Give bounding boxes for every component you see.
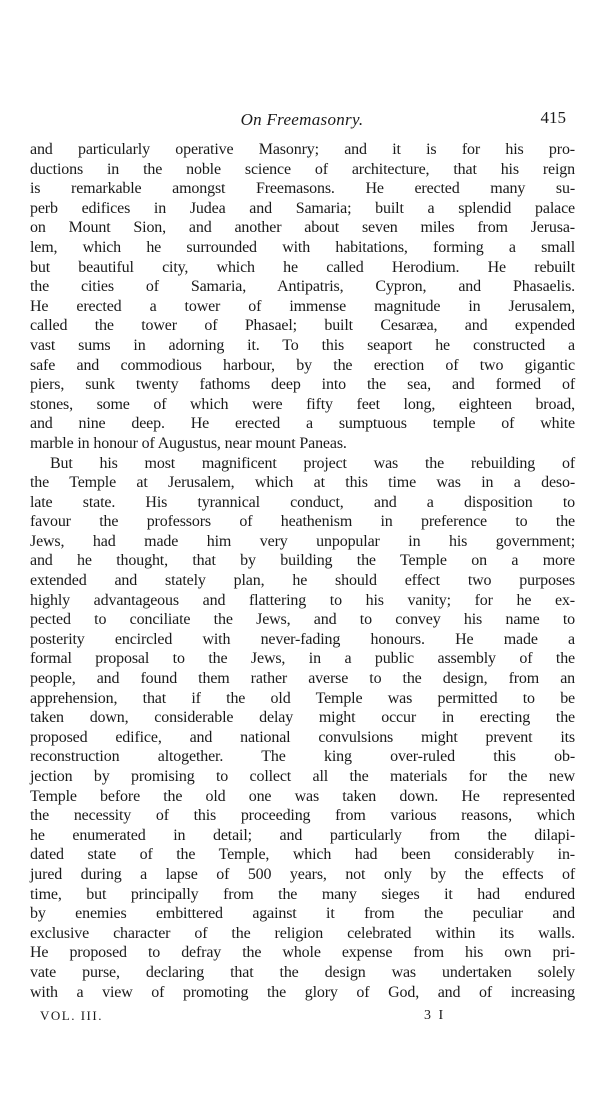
volume-mark: VOL. III. [40,1008,103,1023]
running-title: On Freemasonry. [240,110,364,129]
text-line: perb edifices in Judea and Samaria; built a splendid palace [30,199,575,217]
text-line: but beautiful city, which he called Herodium. He rebuilt [30,258,575,276]
text-line: taken down, considerable delay might occur in erecting the [30,709,575,727]
text-line: But his most magnificent project was the rebuilding of [50,454,575,472]
text-line: jection by promising to collect all the materials for the new [30,768,575,785]
text-line: is remarkable amongst Freemasons. He erected many su- [30,180,575,198]
text-line: reconstruction altogether. The king over-ruled this ob- [30,748,575,766]
page-number: 415 [540,108,566,127]
text-line: He erected a tower of immense magnitude in Jerusalem, [30,297,575,315]
text-line: dated state of the Temple, which had been considerably in- [30,846,575,864]
text-line: with a view of promoting the glory of God, and of increasing [30,983,575,1001]
text-line: pected to conciliate the Jews, and to convey his name to [30,611,575,629]
page-header [30,104,574,134]
text-line: the cities of Samaria, Antipatris, Cypron, and Phasaelis. [30,278,575,296]
text-line: proposed edifice, and national convulsions might prevent its [30,728,575,746]
text-line: favour the professors of heathenism in preference to the [30,513,575,531]
text-line: stones, some of which were fifty feet long, eighteen broad, [30,395,575,413]
text-line: Temple before the old one was taken down. He represented [30,787,575,805]
text-line: highly advantageous and flattering to his vanity; for he ex- [30,591,575,609]
page-footer [30,1008,575,1030]
text-line: apprehension, that if the old Temple was permitted to be [30,689,575,707]
text-line: safe and commodious harbour, by the erection of two gigantic [30,356,575,374]
text-line: lem, which he surrounded with habitations, forming a small [30,238,575,256]
text-line: formal proposal to the Jews, in a public assembly of the [30,650,575,668]
text-line: extended and stately plan, he should effect two purposes [30,572,575,590]
text-line: people, and found them rather averse to the design, from an [30,670,575,688]
text-line: He proposed to defray the whole expense from his own pri- [30,944,575,962]
signature-mark: 3 I [424,1008,446,1023]
text-line: exclusive character of the religion celebrated within its walls. [30,924,575,942]
text-line: Jews, had made him very unpopular in his government; [30,532,575,550]
text-line: and nine deep. He erected a sumptuous temple of white [30,415,575,433]
text-line: posterity encircled with never-fading honours. He made a [30,630,575,648]
text-line: he enumerated in detail; and particularly from the dilapi- [30,826,575,844]
text-line: and he thought, that by building the Temple on a more [30,552,575,570]
text-line: and particularly operative Masonry; and it is for his pro- [30,141,575,158]
text-line: piers, sunk twenty fathoms deep into the sea, and formed of [30,376,575,394]
text-line: the necessity of this proceeding from various reasons, which [30,807,575,825]
text-line: jured during a lapse of 500 years, not only by the effects of [30,865,575,883]
text-line: on Mount Sion, and another about seven miles from Jerusa- [30,219,575,237]
text-line: by enemies embittered against it from the peculiar and [30,905,575,923]
text-line: ductions in the noble science of architecture, that his reign [30,160,575,178]
text-line: marble in honour of Augustus, near mount Paneas. [30,434,347,452]
body-text [30,140,575,1002]
text-line: called the tower of Phasael; built Cesaræa, and expended [30,317,575,335]
text-line: vate purse, declaring that the design was undertaken solely [30,963,575,981]
text-line: late state. His tyrannical conduct, and a disposition to [30,493,575,511]
text-line: vast sums in adorning it. To this seaport he constructed a [30,336,575,354]
text-line: the Temple at Jerusalem, which at this time was in a deso- [30,474,575,492]
text-line: time, but principally from the many sieges it had endured [30,885,575,903]
